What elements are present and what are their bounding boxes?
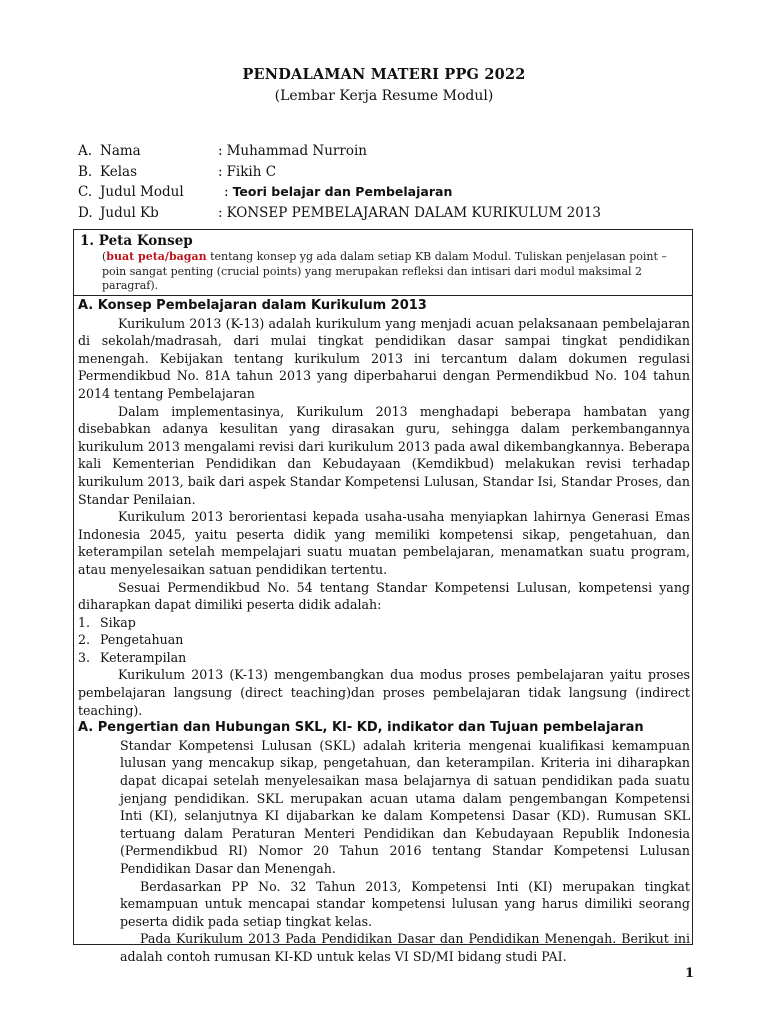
identity-row-judul-kb — [78, 203, 601, 224]
identity-sep: : — [224, 184, 229, 200]
identity-sep: : — [218, 143, 223, 159]
note-highlight: buat peta/bagan — [106, 250, 207, 263]
paragraph: Kurikulum 2013 berorientasi kepada usaha-usaha menyiapkan lahirnya Generasi Emas Indonesia 2045, yaitu peserta didik yang memiliki kompetensi sikap, pengetahuan, dan keterampilan setelah mempelajari suatu muatan pembelajaran, menamatkan suatu program, atau menyelesaikan satuan pendidikan tertentu. — [78, 509, 690, 577]
identity-row-nama — [78, 141, 601, 162]
resume-content — [78, 297, 690, 966]
paragraph: Kurikulum 2013 (K-13) mengembangkan dua modus proses pembelajaran yaitu proses pembelajaran langsung (direct teaching)dan proses pembelajaran tidak langsung (indirect teaching). — [78, 667, 690, 718]
list-text: Pengetahuan — [100, 632, 184, 648]
identity-value: Muhammad Nurroin — [226, 143, 367, 159]
identity-sep: : — [218, 204, 223, 221]
identity-letter: B. — [78, 163, 93, 180]
document-title: PENDALAMAN MATERI PPG 2022 — [242, 66, 526, 83]
identity-letter: C. — [78, 184, 93, 200]
note-text: tentang konsep yg ada dalam setiap KB dalam Modul. Tuliskan penjelasan point –poin sangat penting (crucial points) yang merupakan refleksi dan intisari dari modul maksimal 2 paragraf). — [102, 250, 667, 292]
competency-list — [78, 614, 690, 667]
document-subtitle: (Lembar Kerja Resume Modul) — [274, 88, 494, 104]
identity-letter: D. — [78, 204, 93, 221]
section-heading: A. Konsep Pembelajaran dalam Kurikulum 2013 — [78, 298, 427, 313]
identity-row-kelas — [78, 162, 601, 183]
identity-row-judul-modul — [78, 182, 601, 203]
identity-block — [78, 141, 601, 223]
paragraph: Standar Kompetensi Lulusan (SKL) adalah kriteria mengenai kualifikasi kemampuan lulusan yang mencakup sikap, pengetahuan, dan keterampilan. Kriteria ini diharapkan dapat dicapai setelah menyelesaikan masa belajarnya di satuan pendidikan pada suatu jenjang pendidikan. SKL merupakan acuan utama dalam pengembangan Kompetensi Inti (KI), selanjutnya KI dijabarkan ke dalam Kompetensi Dasar (KD). Rumusan SKL tertuang dalam Peraturan Menteri Pendidikan dan Kebudayaan Republik Indonesia (Permendikbud RI) Nomor 20 Tahun 2016 tentang Standar Kompetensi Lulusan Pendidikan Dasar dan Menengah. — [120, 737, 690, 876]
paragraph: Pada Kurikulum 2013 Pada Pendidikan Dasar dan Pendidikan Menengah. Berikut ini adalah contoh rumusan KI-KD untuk kelas VI SD/MI bidang studi PAI. — [120, 931, 690, 964]
list-number: 3. — [78, 649, 91, 665]
list-item — [78, 649, 690, 667]
page-number: 1 — [684, 966, 694, 981]
identity-sep: : — [218, 163, 223, 180]
identity-letter: A. — [78, 143, 93, 159]
paragraph: Berdasarkan PP No. 32 Tahun 2013, Kompetensi Inti (KI) merupakan tingkat kemampuan untuk mencapai standar kompetensi lulusan yang harus dimiliki seorang peserta didik pada setiap tingkat kelas. — [120, 878, 690, 929]
identity-value: KONSEP PEMBELAJARAN DALAM KURIKULUM 2013 — [226, 204, 602, 221]
list-number: 2. — [78, 632, 91, 648]
identity-label: Nama — [100, 143, 141, 159]
identity-label: Judul Modul — [100, 184, 184, 200]
peta-konsep-heading: 1. Peta Konsep — [80, 233, 193, 249]
identity-value: Fikih C — [226, 163, 277, 180]
paragraph: Kurikulum 2013 (K-13) adalah kurikulum yang menjadi acuan pelaksanaan pembelajaran di sekolah/madrasah, dari mulai tingkat pendidikan dasar sampai tingkat pendidikan menengah. Kebijakan tentang kurikulum 2013 ini tercantum dalam dokumen regulasi Permendikbud No. 81A tahun 2013 yang diperbaharui dengan Permendikbud No. 104 tahun 2014 tentang Pembelajaran — [78, 315, 690, 401]
resume-table — [73, 229, 693, 964]
list-item — [78, 614, 690, 632]
list-text: Keterampilan — [100, 649, 187, 665]
section-heading: A. Pengertian dan Hubungan SKL, KI- KD, indikator dan Tujuan pembelajaran — [78, 720, 644, 736]
identity-label: Judul Kb — [100, 204, 159, 221]
list-item — [78, 631, 690, 649]
note-open-paren: ( — [102, 250, 107, 263]
paragraph: Dalam implementasinya, Kurikulum 2013 menghadapi beberapa hambatan yang disebabkan adanya kesulitan yang dirasakan guru, sehingga dalam perkembangannya kurikulum 2013 mengalami revisi dari kurikulum 2013 pada awal dikembangkannya. Beberapa kali Kementerian Pendidikan dan Kebudayaan (Kemdikbud) melakukan revisi terhadap kurikulum 2013, baik dari aspek Standar Kompetensi Lulusan, Standar Isi, Standar Proses, dan Standar Penilaian. — [78, 403, 690, 507]
list-number: 1. — [78, 614, 91, 630]
list-text: Sikap — [100, 614, 136, 630]
table-row-divider — [74, 295, 692, 296]
identity-value: Teori belajar dan Pembelajaran — [232, 184, 453, 199]
peta-konsep-note — [102, 250, 688, 294]
paragraph: Sesuai Permendikbud No. 54 tentang Standar Kompetensi Lulusan, kompetensi yang diharapkan dapat dimiliki peserta didik adalah: — [78, 579, 690, 613]
identity-label: Kelas — [100, 163, 138, 180]
